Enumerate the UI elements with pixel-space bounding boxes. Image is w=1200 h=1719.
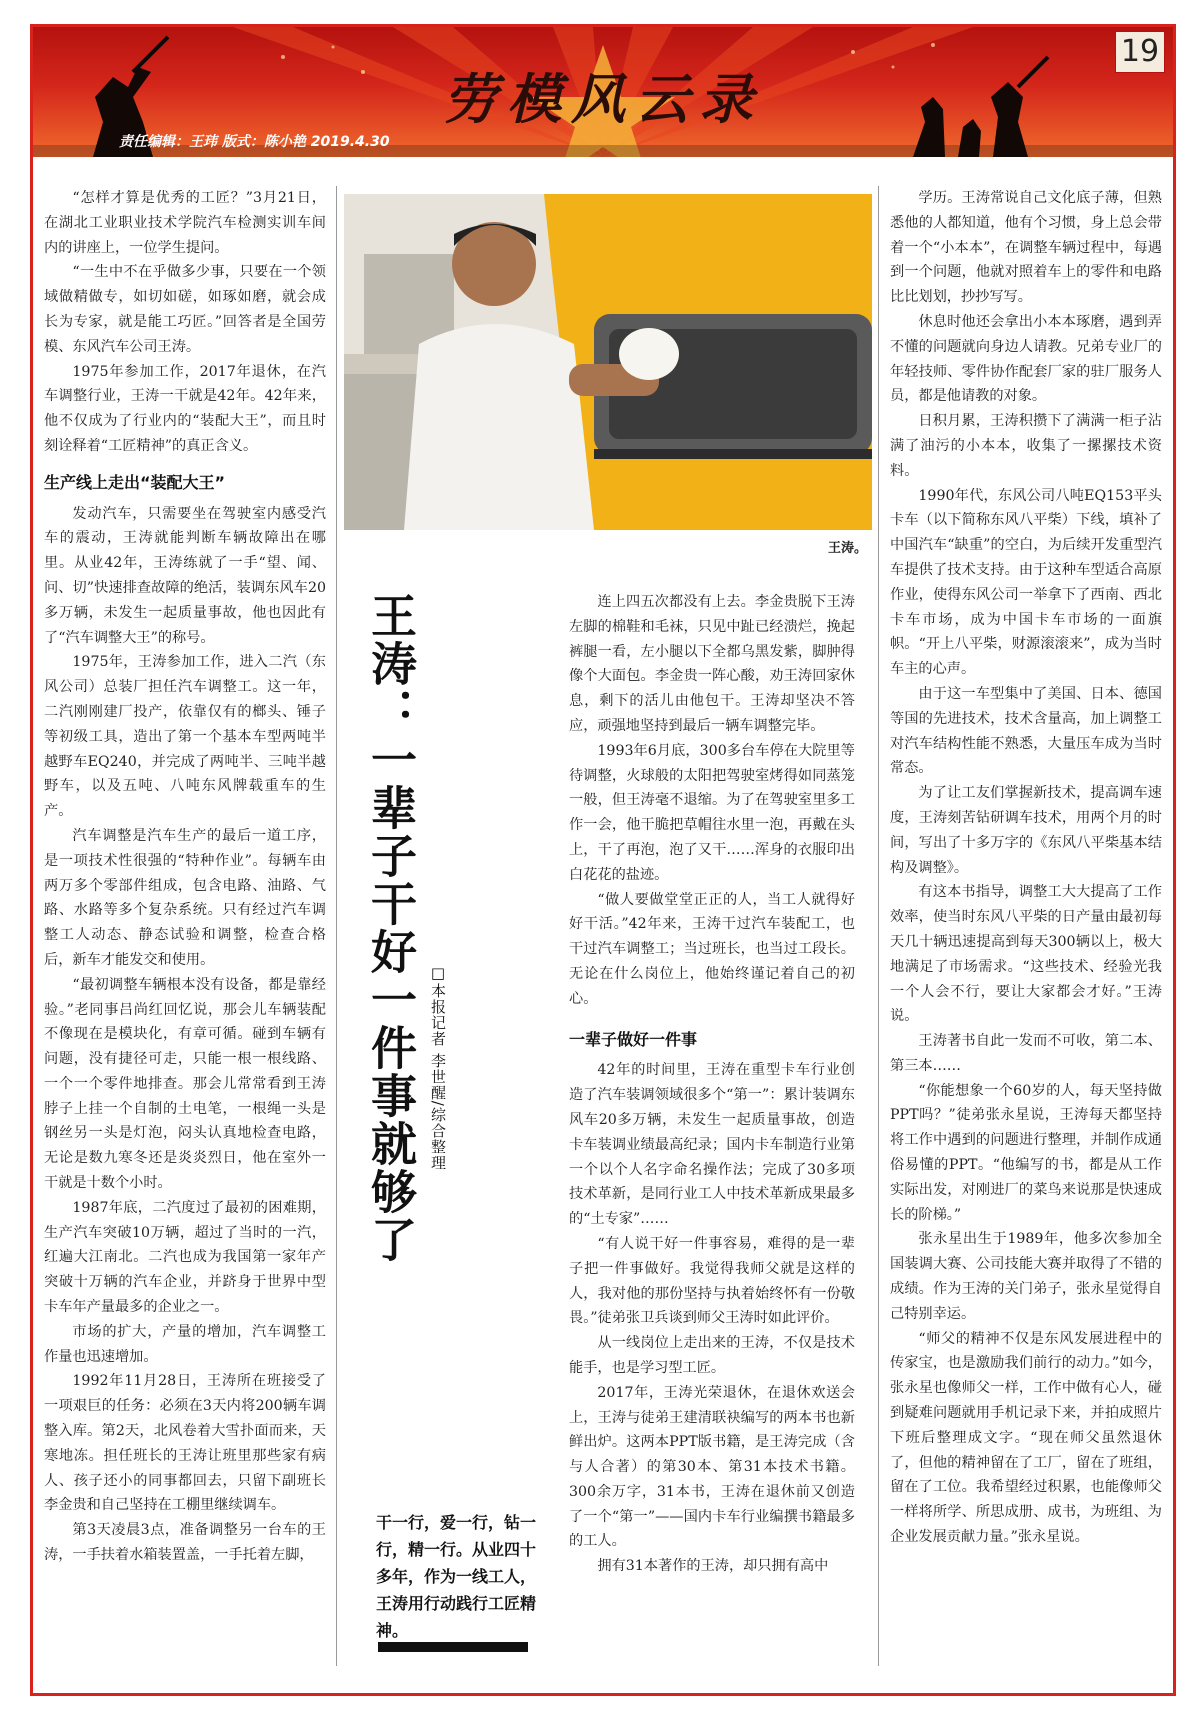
paragraph: 2017年，王涛光荣退休，在退休欢送会上，王涛与徒弟王建清联袂编写的两本书也新鲜出炉。这两本PPT版书籍，是王涛完成（含与人合著）的第30本、第31本技术书籍。300余万字，31本书，王涛在退休前又创造了一个“第一”——国内卡车行业编撰书籍最多的工人。 <box>569 1384 855 1550</box>
paragraph: 张永星出生于1989年，他多次参加全国装调大赛、公司技能大赛并取得了不错的成绩。作为王涛的关门弟子，张永星觉得自己特别幸运。 <box>890 1231 1162 1322</box>
page-number: 19 <box>1115 31 1165 73</box>
paragraph: 1987年底，二汽度过了最初的困难期，生产汽车突破10万辆，超过了当时的一汽，红遍大江南北。二汽也成为我国第一家年产突破十万辆的汽车企业，并跻身于世界中型卡车年产量最多的企业之一。 <box>44 1199 326 1316</box>
column-3-body <box>890 186 1162 1550</box>
page-header <box>33 27 1173 157</box>
paragraph: 汽车调整是汽车生产的最后一道工序，是一项技术性很强的“特种作业”。每辆车由两万多个零部件组成，包含电路、油路、气路、水路等多个复杂系统。只有经过汽车调整工人动态、静态试验和调整，检查合格后，新车才能发交和使用。 <box>44 827 326 968</box>
masthead-title: 劳模风云录 <box>443 67 763 131</box>
paragraph: “怎样才算是优秀的工匠？”3月21日，在湖北工业职业技术学院汽车检测实训车间内的讲座上，一位学生提问。 <box>44 190 326 256</box>
paragraph: “最初调整车辆根本没有设备，都是靠经验。”老同事吕尚红回忆说，那会儿车辆装配不像现在是模块化，有章可循。碰到车辆有问题，没有捷径可走，只能一根一根线路、一个一个零件地排查。那会儿常常看到王涛脖子上挂一个自制的土电笔，一根绳一头是钢丝另一头是灯泡，闷头认真地检查电路，无论是数九寒冬还是炎炎烈日，他在室外一干就是十数个小时。 <box>44 976 326 1192</box>
article-byline: □本报记者 李世醒/综合整理 <box>429 964 447 1171</box>
paragraph: “你能想象一个60岁的人，每天坚持做PPT吗？”徒弟张永星说，王涛每天都坚持将工作中遇到的问题进行整理，并制作成通俗易懂的PPT。“他编写的书，都是从工作实际出发，对刚进厂的菜鸟来说那是快速成长的阶梯。” <box>890 1082 1162 1223</box>
column-2-body <box>569 1058 855 1579</box>
pull-quote: 干一行，爱一行，钻一行，精一行。从业四十多年，作为一线工人，王涛用行动践行工匠精神。 <box>376 1513 537 1640</box>
article-column-2 <box>569 590 855 1579</box>
paragraph: 42年的时间里，王涛在重型卡车行业创造了汽车装调领域很多个“第一”：累计装调东风车20多万辆，未发生一起质量事故，创造卡车装调业绩最高纪录；国内卡车制造行业第一个以个人名字命名操作法；完成了30多项技术革新，是同行业工人中技术革新成果最多的“土专家”…… <box>569 1062 855 1228</box>
paragraph: 王涛著书自此一发而不可收，第二本、第三本…… <box>890 1033 1162 1074</box>
article-column-3 <box>890 186 1162 1550</box>
photo-illustration <box>344 194 872 530</box>
article-column-1 <box>44 186 326 1568</box>
paragraph: “做人要做堂堂正正的人，当工人就得好好干活。”42年来，王涛干过汽车装配工，也干过汽车调整工；当过班长，也当过工段长。无论在什么岗位上，他始终谨记着自己的初心。 <box>569 891 855 1007</box>
column-divider <box>878 186 879 1666</box>
photo-caption: 王涛。 <box>827 541 867 556</box>
editor-credits: 责任编辑：王玮 版式：陈小艳 2019.4.30 <box>119 134 390 150</box>
paragraph: “师父的精神不仅是东风发展进程中的传家宝，也是激励我们前行的动力。”如今，张永星也像师父一样，工作中做有心人，碰到疑难问题就用手机记录下来，并拍成照片下班后整理成文字。“现在师父虽然退休了，但他的精神留在了工厂，留在了班组，留在了工位。我希望经过积累，也能像师父一样将所学、所思成册、成书，为班组、为企业发展贡献力量。”张永星说。 <box>890 1330 1162 1546</box>
paragraph: 为了让工友们掌握新技术，提高调车速度，王涛刻苦钻研调车技术，用两个月的时间，写出了十多万字的《东风八平柴基本结构及调整》。 <box>890 785 1162 876</box>
paragraph: 1993年6月底，300多台车停在大院里等待调整，火球般的太阳把驾驶室烤得如同蒸笼一般，但王涛毫不退缩。为了在驾驶室里多工作一会，他干脆把草帽往水里一泡，再戴在头上，干了再泡，泡了又干……浑身的衣服印出白花花的盐迹。 <box>569 742 855 883</box>
paragraph: 1975年参加工作，2017年退休，在汽车调整行业，王涛一干就是42年。42年来，他不仅成为了行业内的“装配大王”，而且时刻诠释着“工匠精神”的真正含义。 <box>44 363 326 454</box>
column-1-body <box>44 502 326 1568</box>
paragraph: 由于这一车型集中了美国、日本、德国等国的先进技术，技术含量高，加上调整工对汽车结构性能不熟悉，大量压车成为当时常态。 <box>890 685 1162 777</box>
paragraph: 1975年，王涛参加工作，进入二汽（东风公司）总装厂担任汽车调整工。这一年，二汽刚刚建厂投产，依靠仅有的榔头、锤子等初级工具，造出了第一个基本车型两吨半越野车EQ240，并完成了两吨半、三吨半越野车，以及五吨、八吨东风牌载重车的生产。 <box>44 654 326 820</box>
paragraph: 1990年代，东风公司八吨EQ153平头卡车（以下简称东风八平柴）下线，填补了中国汽车“缺重”的空白，为后续开发重型汽车提供了技术支持。由于这种车型适合高原作业，使得东风公司一举拿下了西南、西北卡车市场，成为中国卡车市场的一面旗帜。“开上八平柴，财源滚滚来”，成为当时车主的心声。 <box>890 487 1162 678</box>
article-photo <box>344 194 872 530</box>
column-2-intro <box>569 590 855 1012</box>
paragraph: “有人说干好一件事容易，难得的是一辈子把一件事做好。我觉得我师父就是这样的人，我对他的那份坚持与执着始终怀有一份敬畏。”徒弟张卫兵谈到师父王涛时如此评价。 <box>569 1235 855 1327</box>
pull-quote-bar <box>378 1642 528 1652</box>
column-1-intro <box>44 186 326 459</box>
paragraph: 连上四五次都没有上去。李金贵脱下王涛左脚的棉鞋和毛袜，只见中趾已经溃烂，挽起裤腿一看，左小腿以下全都乌黑发紫，脚肿得像个大面包。李金贵一阵心酸，劝王涛回家休息，剩下的活儿由他包干。王涛却坚决不答应，顽强地坚持到最后一辆车调整完毕。 <box>569 594 855 734</box>
paragraph: 第3天凌晨3点，准备调整另一台车的王涛，一手扶着水箱装置盖，一手托着左脚， <box>44 1522 326 1564</box>
paragraph: 休息时他还会拿出小本本琢磨，遇到弄不懂的问题就向身边人请教。兄弟专业厂的年轻技师、零件协作配套厂家的驻厂服务人员，都是他请教的对象。 <box>890 313 1162 405</box>
paragraph: 日积月累，王涛积攒下了满满一柜子沾满了油污的小本本，收集了一摞摞技术资料。 <box>890 413 1162 479</box>
paragraph: 有这本书指导，调整工大大提高了工作效率，使当时东风八平柴的日产量由最初每天几十辆迅速提高到每天300辆以上，极大地满足了市场需求。“这些技术、经验光我一个人会不行，要让大家都会才好。”王涛说。 <box>890 884 1162 1025</box>
article-title: 王涛：一辈子干好一件事就够了 <box>364 592 418 1264</box>
paragraph: 发动汽车，只需要坐在驾驶室内感受汽车的震动，王涛就能判断车辆故障出在哪里。从业42年，王涛练就了一手“望、闻、问、切”快速排查故障的绝活，装调东风车20多万辆，未发生一起质量事故，他也因此有了“汽车调整大王”的称号。 <box>44 505 326 646</box>
paragraph: “一生中不在乎做多少事，只要在一个领域做精做专，如切如磋，如琢如磨，就会成长为专家，就是能工巧匠。”回答者是全国劳模、东风汽车公司王涛。 <box>44 264 326 355</box>
paragraph: 拥有31本著作的王涛，却只拥有高中 <box>597 1558 829 1575</box>
section-heading-2: 一辈子做好一件事 <box>569 1029 698 1049</box>
section-heading-1: 生产线上走出“装配大王” <box>44 472 226 492</box>
paragraph: 学历。王涛常说自己文化底子薄，但熟悉他的人都知道，他有个习惯，身上总会带着一个“小本本”，在调整车辆过程中，每遇到一个问题，他就对照着车上的零件和电路比比划划，抄抄写写。 <box>890 190 1162 306</box>
paragraph: 1992年11月28日，王涛所在班接受了一项艰巨的任务：必须在3天内将200辆车调整入库。第2天，北风卷着大雪扑面而来，天寒地冻。担任班长的王涛让班里那些家有病人、孩子还小的同事都回去，只留下副班长李金贵和自己坚持在工棚里继续调车。 <box>44 1373 326 1514</box>
paragraph: 市场的扩大，产量的增加，汽车调整工作量也迅速增加。 <box>44 1323 326 1365</box>
column-divider <box>336 186 337 1666</box>
paragraph: 从一线岗位上走出来的王涛，不仅是技术能手，也是学习型工匠。 <box>569 1335 855 1376</box>
